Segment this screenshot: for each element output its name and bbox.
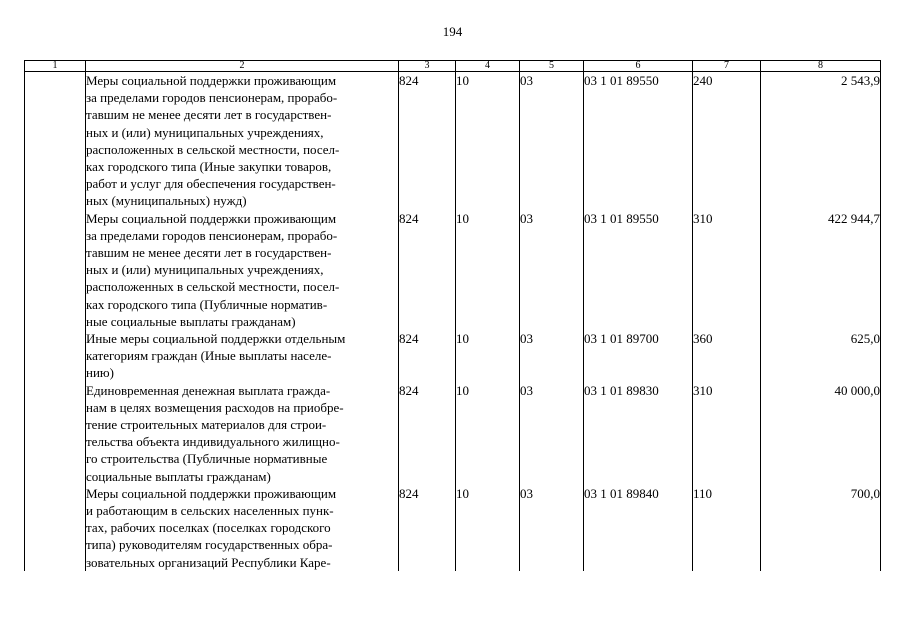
description-line: категориям граждан (Иные выплаты населе- — [86, 348, 332, 364]
description-cell — [86, 382, 399, 485]
description-line: Меры социальной поддержки проживающим — [86, 485, 337, 501]
description-line: работ и услуг для обеспечения государствен- — [86, 176, 336, 192]
subsection-code-cell: 03 — [520, 485, 584, 571]
table-row — [25, 485, 881, 571]
expense-type-cell: 360 — [693, 330, 761, 382]
description-line: нам в целях возмещения расходов на приобре- — [86, 399, 344, 415]
column-header-1: 1 — [25, 61, 86, 72]
description-line: Иные меры социальной поддержки отдельным — [86, 331, 346, 347]
target-article-cell: 03 1 01 89830 — [584, 382, 693, 485]
description-line: за пределами городов пенсионерам, прорабо- — [86, 227, 338, 243]
subsection-code-cell: 03 — [520, 330, 584, 382]
table-row — [25, 382, 881, 485]
column-header-6: 6 — [584, 61, 693, 72]
ministry-code-cell: 824 — [399, 485, 456, 571]
description-line: расположенных в сельской местности, посел- — [86, 141, 340, 157]
row-number-cell — [25, 485, 86, 571]
ministry-code-cell: 824 — [399, 72, 456, 210]
amount-cell: 700,0 — [761, 485, 881, 571]
description-cell — [86, 72, 399, 210]
column-header-3: 3 — [399, 61, 456, 72]
header-row — [25, 61, 881, 72]
description-cell — [86, 330, 399, 382]
column-header-5: 5 — [520, 61, 584, 72]
description-line: Меры социальной поддержки проживающим — [86, 73, 337, 88]
amount-cell: 422 944,7 — [761, 210, 881, 330]
amount-cell: 625,0 — [761, 330, 881, 382]
description-cell — [86, 210, 399, 330]
section-code-cell: 10 — [456, 72, 520, 210]
row-number-cell — [25, 72, 86, 210]
description-line: тах, рабочих поселках (поселках городского — [86, 520, 331, 536]
amount-cell: 40 000,0 — [761, 382, 881, 485]
description-line: ных и (или) муниципальных учреждениях, — [86, 124, 324, 140]
description-cell — [86, 485, 399, 571]
target-article-cell: 03 1 01 89550 — [584, 72, 693, 210]
description-line: ных (муниципальных) нужд) — [86, 193, 247, 209]
description-line: Единовременная денежная выплата гражда- — [86, 382, 331, 398]
table-header — [25, 61, 881, 72]
table-row — [25, 210, 881, 330]
column-header-2: 2 — [86, 61, 399, 72]
description-line: тавшим не менее десяти лет в государствен- — [86, 245, 332, 261]
description-line: го строительства (Публичные нормативные — [86, 451, 328, 467]
expense-type-cell: 110 — [693, 485, 761, 571]
expense-type-cell: 240 — [693, 72, 761, 210]
budget-table — [24, 60, 881, 571]
description-line: тавшим не менее десяти лет в государствен- — [86, 107, 332, 123]
table-row — [25, 330, 881, 382]
ministry-code-cell: 824 — [399, 382, 456, 485]
description-line: за пределами городов пенсионерам, прорабо- — [86, 90, 338, 106]
expense-type-cell: 310 — [693, 210, 761, 330]
subsection-code-cell: 03 — [520, 210, 584, 330]
section-code-cell: 10 — [456, 382, 520, 485]
description-line: социальные выплаты гражданам) — [86, 468, 271, 484]
description-line: тельства объекта индивидуального жилищно- — [86, 434, 340, 450]
target-article-cell: 03 1 01 89840 — [584, 485, 693, 571]
description-line: типа) руководителям государственных обра- — [86, 537, 333, 553]
column-header-8: 8 — [761, 61, 881, 72]
section-code-cell: 10 — [456, 210, 520, 330]
ministry-code-cell: 824 — [399, 210, 456, 330]
row-number-cell — [25, 382, 86, 485]
description-line: ные социальные выплаты гражданам) — [86, 313, 296, 329]
ministry-code-cell: 824 — [399, 330, 456, 382]
description-line: ках городского типа (Публичные норматив- — [86, 296, 328, 312]
row-number-cell — [25, 210, 86, 330]
table-row — [25, 72, 881, 210]
description-line: нию) — [86, 365, 114, 381]
description-line: и работающим в сельских населенных пунк- — [86, 503, 334, 519]
target-article-cell: 03 1 01 89700 — [584, 330, 693, 382]
column-header-7: 7 — [693, 61, 761, 72]
page-number: 194 — [442, 24, 463, 39]
description-line: Меры социальной поддержки проживающим — [86, 210, 337, 226]
section-code-cell: 10 — [456, 485, 520, 571]
description-line: ных и (или) муниципальных учреждениях, — [86, 262, 324, 278]
description-line: расположенных в сельской местности, посел- — [86, 279, 340, 295]
description-line: ках городского типа (Иные закупки товаров, — [86, 159, 332, 175]
description-line: тение строительных материалов для строи- — [86, 417, 327, 433]
section-code-cell: 10 — [456, 330, 520, 382]
subsection-code-cell: 03 — [520, 382, 584, 485]
expense-type-cell: 310 — [693, 382, 761, 485]
amount-cell: 2 543,9 — [761, 72, 881, 210]
column-header-4: 4 — [456, 61, 520, 72]
subsection-code-cell: 03 — [520, 72, 584, 210]
row-number-cell — [25, 330, 86, 382]
description-line: зовательных организаций Республики Каре- — [86, 554, 331, 570]
table-body — [25, 72, 881, 571]
target-article-cell: 03 1 01 89550 — [584, 210, 693, 330]
